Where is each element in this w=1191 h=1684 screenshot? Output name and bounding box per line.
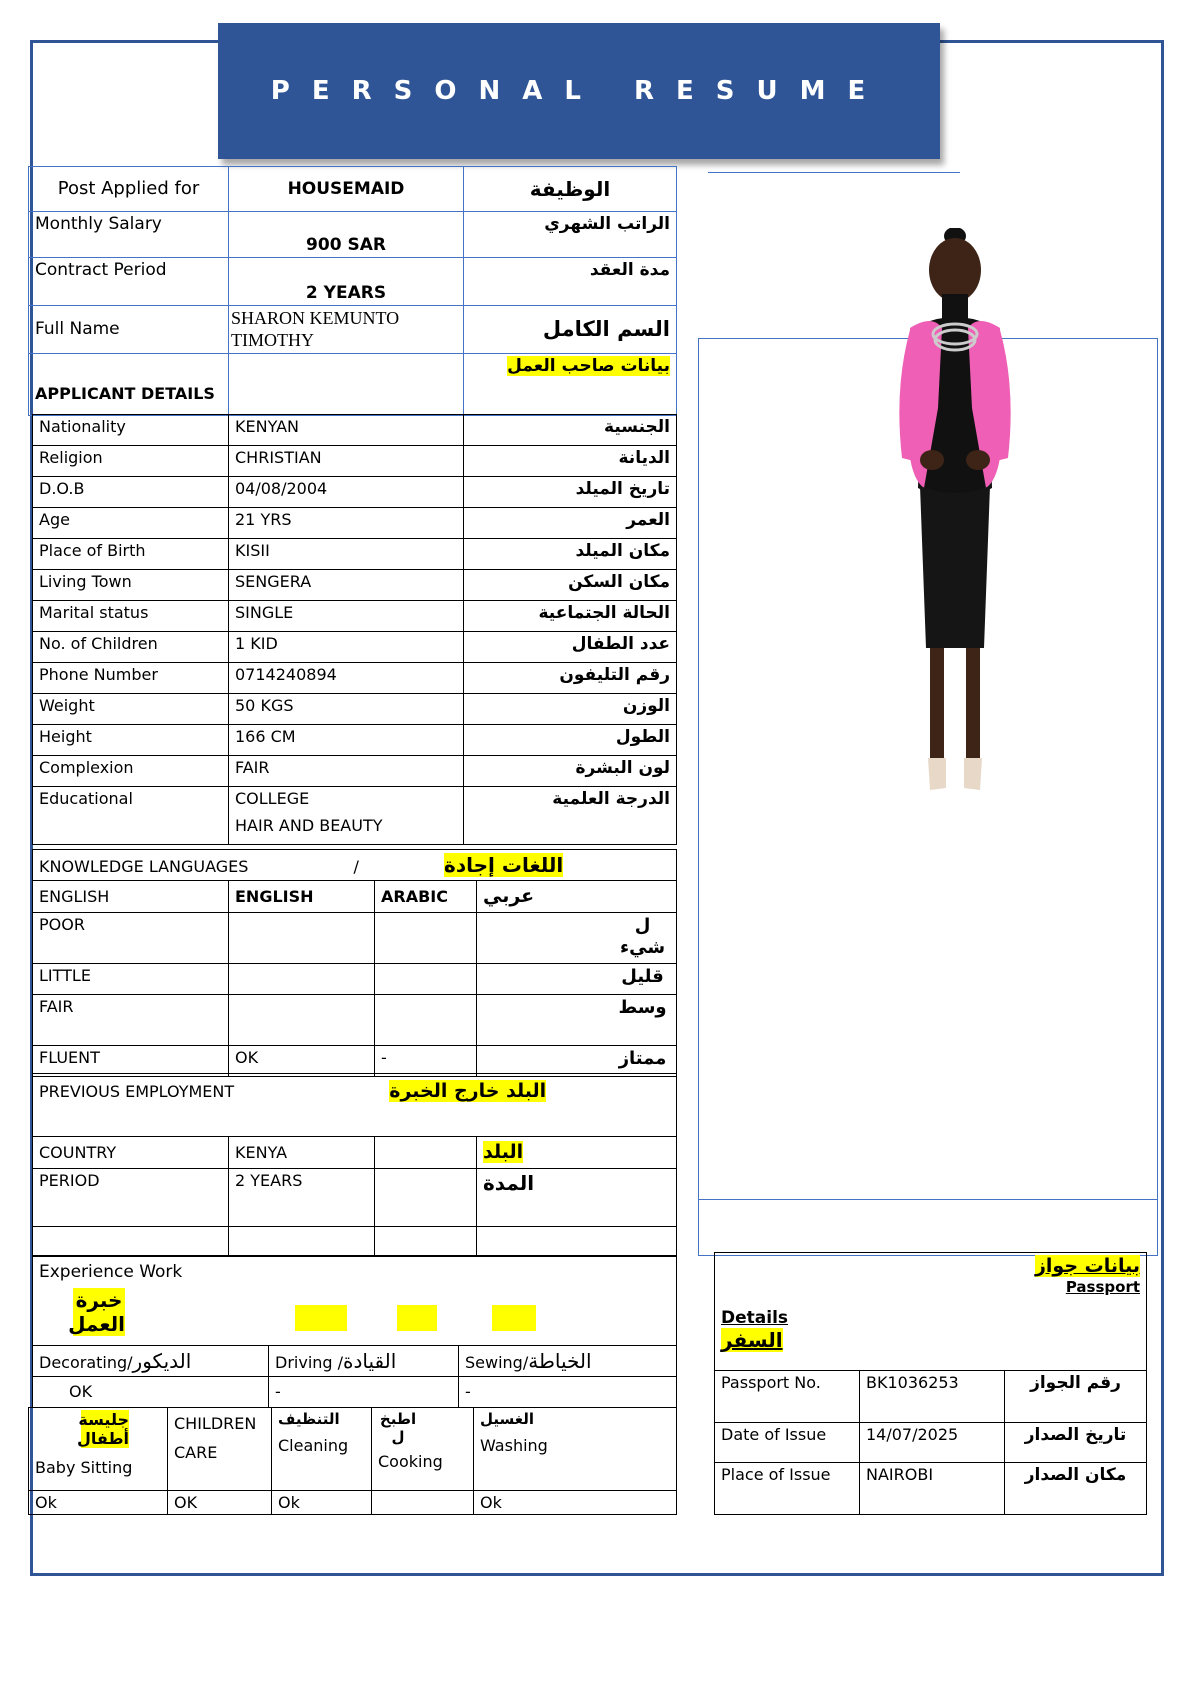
lang-head-3: ARABIC <box>375 881 477 913</box>
detail-value <box>229 756 464 787</box>
detail-label: Marital status <box>33 601 229 632</box>
table-row <box>715 1463 1147 1515</box>
detail-label: Weight <box>33 694 229 725</box>
applicant-photo <box>880 228 1030 848</box>
table-row <box>33 1169 677 1227</box>
table-row <box>29 1408 677 1491</box>
detail-value <box>229 539 464 570</box>
detail-value-text: 1 KID <box>235 634 278 653</box>
lang-arabic-value: - <box>375 1046 477 1077</box>
driving-value: - <box>269 1377 459 1408</box>
lang-arabic-value <box>375 913 477 964</box>
detail-value <box>229 787 464 845</box>
empty-cell <box>477 1227 677 1257</box>
lang-level-ar <box>477 913 677 964</box>
table-row <box>33 663 677 694</box>
cleaning-label: Cleaning <box>278 1436 349 1455</box>
decorating-ar: الديكور <box>132 1349 192 1373</box>
washing-ar: الغسيل <box>480 1410 535 1428</box>
empty-cell <box>229 1227 375 1257</box>
country-ar-cell <box>477 1137 677 1169</box>
lang-level-ar-text: وسط <box>618 997 667 1018</box>
babysitting-value: Ok <box>29 1491 168 1515</box>
lang-level-ar-text: قليل <box>621 966 664 987</box>
washing-label: Washing <box>480 1436 548 1455</box>
divider-line <box>708 172 960 173</box>
country-value: KENYA <box>229 1137 375 1169</box>
washing-cell <box>474 1408 677 1491</box>
detail-value <box>229 477 464 508</box>
children-care-label: CHILDREN CARE <box>168 1408 272 1491</box>
washing-value: Ok <box>474 1491 677 1515</box>
period-label-ar: المدة <box>477 1169 677 1227</box>
employment-table <box>32 1073 677 1257</box>
applicant-details-ar-cell <box>464 354 677 416</box>
lang-head-4: عربي <box>477 881 677 913</box>
fullname-value: SHARON KEMUNTO TIMOTHY <box>229 306 464 354</box>
lang-arabic-value <box>375 964 477 995</box>
detail-label-ar: لون البشرة <box>464 756 677 787</box>
lang-arabic-value <box>375 995 477 1046</box>
detail-label-ar: مكان السكن <box>464 570 677 601</box>
lang-level: FAIR <box>33 995 229 1046</box>
highlight-block <box>295 1305 347 1331</box>
table-row <box>715 1371 1147 1423</box>
babysitting-ar: جليسة أطفال <box>77 1410 129 1449</box>
cleaning-value: Ok <box>272 1491 372 1515</box>
table-row <box>29 258 677 306</box>
lang-level: LITTLE <box>33 964 229 995</box>
employment-title-cell <box>33 1074 677 1137</box>
table-row <box>29 306 677 354</box>
salary-value: 900 SAR <box>229 212 464 258</box>
lang-level-ar-text: ممتاز <box>618 1048 667 1069</box>
table-row <box>33 694 677 725</box>
detail-label-ar: الحالة الجتماعية <box>464 601 677 632</box>
driving-ar: القيادة <box>343 1349 397 1373</box>
detail-label: Nationality <box>33 415 229 446</box>
children-care-value: OK <box>168 1491 272 1515</box>
detail-label: Phone Number <box>33 663 229 694</box>
applicant-details-label: APPLICANT DETAILS <box>29 354 229 416</box>
detail-label: Religion <box>33 446 229 477</box>
table-row <box>33 881 677 913</box>
table-row <box>29 354 677 416</box>
detail-value-text: 04/08/2004 <box>235 479 328 498</box>
table-row <box>33 415 677 446</box>
detail-label-ar: الديانة <box>464 446 677 477</box>
detail-label-ar: الجنسية <box>464 415 677 446</box>
detail-value-text: 166 CM <box>235 727 296 746</box>
table-row <box>33 1346 677 1377</box>
detail-value <box>229 632 464 663</box>
table-row <box>33 446 677 477</box>
sewing-value: - <box>459 1377 677 1408</box>
languages-title: KNOWLEDGE LANGUAGES <box>39 857 249 876</box>
passport-label-ar: تاريخ الصدار <box>1005 1423 1147 1463</box>
table-row <box>33 1046 677 1077</box>
highlight-block <box>492 1305 536 1331</box>
table-row <box>33 1074 677 1137</box>
table-row <box>33 725 677 756</box>
detail-label-ar: مكان الميلد <box>464 539 677 570</box>
country-label: COUNTRY <box>33 1137 229 1169</box>
detail-value <box>229 415 464 446</box>
languages-table <box>32 849 677 1077</box>
table-row <box>29 212 677 258</box>
lang-english-value: OK <box>229 1046 375 1077</box>
passport-title-wrap <box>721 1255 1140 1278</box>
table-row <box>33 964 677 995</box>
passport-label: Date of Issue <box>715 1423 860 1463</box>
country-empty <box>375 1137 477 1169</box>
passport-label: Passport No. <box>715 1371 860 1423</box>
detail-value <box>229 663 464 694</box>
passport-value: NAIROBI <box>860 1463 1005 1515</box>
driving-cell <box>269 1346 459 1377</box>
experience-title-cell <box>33 1256 677 1346</box>
lang-english-value <box>229 913 375 964</box>
passport-header-cell <box>715 1253 1147 1371</box>
applicant-details-label-ar: بيانات صاحب العمل <box>507 356 670 377</box>
employment-title-ar: البلد خارج الخبرة <box>389 1080 547 1102</box>
passport-title-ar: بيانات جواز <box>1034 1255 1141 1277</box>
cooking-value <box>372 1491 474 1515</box>
table-row <box>33 913 677 964</box>
table-row <box>33 601 677 632</box>
experience-title-ar: خبرة العمل <box>68 1288 125 1337</box>
detail-value-text: 50 KGS <box>235 696 294 715</box>
lang-english-value <box>229 995 375 1046</box>
languages-slash: / <box>353 857 359 876</box>
detail-value-text: KENYAN <box>235 417 300 436</box>
contract-label-ar: مدة العقد <box>464 258 677 306</box>
period-label: PERIOD <box>33 1169 229 1227</box>
table-row <box>33 1137 677 1169</box>
babysitting-cell <box>29 1408 168 1491</box>
contract-label: Contract Period <box>29 258 229 306</box>
fullname-label: Full Name <box>29 306 229 354</box>
detail-value-text2: HAIR AND BEAUTY <box>235 816 383 836</box>
table-row <box>33 1377 677 1408</box>
lang-level-ar <box>477 1046 677 1077</box>
detail-value-text: 0714240894 <box>235 665 337 684</box>
applicant-details-value <box>229 354 464 416</box>
passport-table <box>714 1252 1147 1515</box>
detail-value <box>229 601 464 632</box>
sewing-ar: الخياطة <box>528 1349 592 1373</box>
lang-level: POOR <box>33 913 229 964</box>
detail-label-ar: رقم التليفون <box>464 663 677 694</box>
table-row <box>33 632 677 663</box>
lang-level-ar-text: ل شيء <box>619 915 666 958</box>
table-row <box>33 995 677 1046</box>
detail-value-text: KISII <box>235 541 270 560</box>
header-table <box>28 166 677 416</box>
detail-label: Age <box>33 508 229 539</box>
highlight-block <box>397 1305 437 1331</box>
detail-value-text: SINGLE <box>235 603 294 622</box>
babysitting-label: Baby Sitting <box>35 1458 133 1478</box>
lang-level-ar <box>477 964 677 995</box>
detail-label: Height <box>33 725 229 756</box>
table-row <box>715 1423 1147 1463</box>
detail-value-text: CHRISTIAN <box>235 448 322 467</box>
travel-ar: السفر <box>721 1328 783 1353</box>
table-row <box>33 570 677 601</box>
detail-label-ar: عدد الطفال <box>464 632 677 663</box>
passport-label-ar: رقم الجواز <box>1005 1371 1147 1423</box>
passport-label: Place of Issue <box>715 1463 860 1515</box>
table-row <box>33 477 677 508</box>
sewing-label: Sewing/ <box>465 1353 529 1372</box>
table-row <box>33 508 677 539</box>
languages-title-ar: اللغات إجادة <box>444 853 564 877</box>
sewing-cell <box>459 1346 677 1377</box>
salary-label: Monthly Salary <box>29 212 229 258</box>
detail-label-ar: العمر <box>464 508 677 539</box>
passport-label-ar: مكان الصدار <box>1005 1463 1147 1515</box>
table-row <box>29 1491 677 1515</box>
detail-label-ar: الدرجة العلمية <box>464 787 677 845</box>
details-table <box>32 414 677 845</box>
detail-value <box>229 725 464 756</box>
detail-label: Complexion <box>33 756 229 787</box>
detail-label: D.O.B <box>33 477 229 508</box>
detail-value-text: COLLEGE <box>235 789 310 808</box>
banner-title: PERSONAL RESUME <box>270 76 888 106</box>
table-row <box>29 167 677 212</box>
detail-value <box>229 694 464 725</box>
table-row <box>33 1227 677 1257</box>
driving-label: Driving / <box>275 1353 344 1372</box>
lang-head-1: ENGLISH <box>33 881 229 913</box>
detail-value-text: 21 YRS <box>235 510 292 529</box>
resume-banner <box>218 23 940 159</box>
cooking-cell <box>372 1408 474 1491</box>
detail-value <box>229 570 464 601</box>
salary-label-ar: الراتب الشهري <box>464 212 677 258</box>
detail-label-ar: الطول <box>464 725 677 756</box>
cooking-ar: اطبخ ل <box>379 1410 417 1446</box>
table-row <box>33 756 677 787</box>
experience-title: Experience Work <box>39 1262 183 1282</box>
decorating-cell <box>33 1346 269 1377</box>
lang-level: FLUENT <box>33 1046 229 1077</box>
period-value: 2 YEARS <box>229 1169 375 1227</box>
passport-word: Passport <box>1065 1277 1141 1296</box>
empty-cell <box>33 1227 229 1257</box>
cleaning-cell <box>272 1408 372 1491</box>
experience-table <box>32 1255 677 1408</box>
employment-title: PREVIOUS EMPLOYMENT <box>39 1082 235 1101</box>
table-row <box>715 1253 1147 1371</box>
languages-title-cell <box>33 850 677 881</box>
contract-value: 2 YEARS <box>229 258 464 306</box>
detail-label-ar: تاريخ الميلد <box>464 477 677 508</box>
empty-cell <box>375 1227 477 1257</box>
detail-label: Educational <box>33 787 229 845</box>
post-label: Post Applied for <box>29 167 229 212</box>
detail-value-text: FAIR <box>235 758 270 777</box>
details-word: Details <box>721 1307 789 1328</box>
passport-value: 14/07/2025 <box>860 1423 1005 1463</box>
post-value: HOUSEMAID <box>229 167 464 212</box>
lang-level-ar <box>477 995 677 1046</box>
decorating-value: OK <box>33 1377 269 1408</box>
travel-wrap <box>721 1328 1140 1352</box>
lang-head-2: ENGLISH <box>229 881 375 913</box>
post-label-ar: الوظيفة <box>464 167 677 212</box>
detail-value <box>229 446 464 477</box>
detail-label: Place of Birth <box>33 539 229 570</box>
fullname-label-ar: السم الكامل <box>464 306 677 354</box>
table-row <box>33 1256 677 1346</box>
detail-value-text: SENGERA <box>235 572 312 591</box>
detail-value <box>229 508 464 539</box>
cooking-label: Cooking <box>378 1452 443 1471</box>
decorating-label: Decorating/ <box>39 1353 133 1372</box>
skills-table <box>28 1407 677 1515</box>
detail-label-ar: الوزن <box>464 694 677 725</box>
table-row <box>33 539 677 570</box>
period-empty <box>375 1169 477 1227</box>
table-row <box>33 787 677 845</box>
country-label-ar: البلد <box>483 1141 524 1164</box>
detail-label: No. of Children <box>33 632 229 663</box>
detail-label: Living Town <box>33 570 229 601</box>
passport-value: BK1036253 <box>860 1371 1005 1423</box>
table-row <box>33 850 677 881</box>
cleaning-ar: التنظيف <box>278 1410 340 1428</box>
lang-english-value <box>229 964 375 995</box>
